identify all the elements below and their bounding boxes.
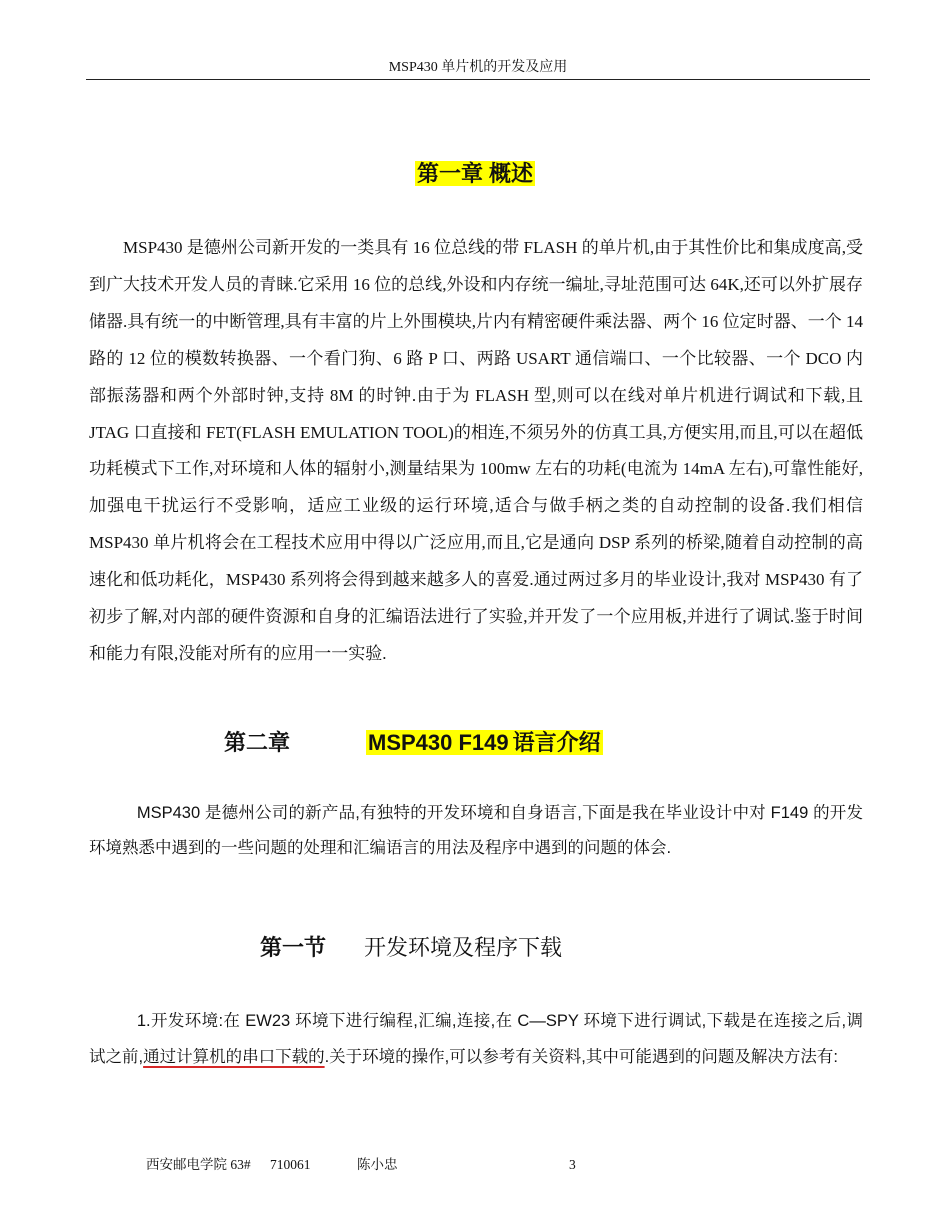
footer-school: 西安邮电学院 63# (146, 1157, 251, 1172)
chapter-1-paragraph: MSP430 是德州公司新开发的一类具有 16 位总线的带 FLASH 的单片机,由于其性价比和集成度高,受到广大技术开发人员的青睐.它采用 16 位的总线,外设和内存统一编址,寻址范围可达 64K,还可以外扩展存储器.具有统一的中断管理,具有丰富的片上外围模块,片内有精密硬件乘法器、两个 16 位定时器、一个 14 路的 12 位的模数转换器、一个看门狗、6 路 P 口、两路 USART 通信端口、一个比较器、一个 DCO 内部振荡器和两个外部时钟,支持 8M 的时钟.由于为 FLASH 型,则可以在线对单片机进行调试和下载,且 JTAG 口直接和 FET(FLASH EMULATION TOOL)的相连,不须另外的仿真工具,方便实用,而且,可以在超低功耗模式下工作,对环境和人体的辐射小,测量结果为 100mw 左右的功耗(电流为 14mA 左右),可靠性能好,加强电干扰运行不受影响，适应工业级的运行环境,适合与做手柄之类的自动控制的设备.我们相信 MSP430 单片机将会在工程技术应用中得以广泛应用,而且,它是通向 DSP 系列的桥梁,随着自动控制的高速化和低功耗化，MSP430 系列将会得到越来越多人的喜爱.通过两过多月的毕业设计,我对 MSP430 有了初步了解,对内部的硬件资源和自身的汇编语法进行了实验,并开发了一个应用板,并进行了调试.鉴于时间和能力有限,没能对所有的应用一一实验. (89, 238, 863, 663)
underlined-phrase: 通过计算机的串口下载的 (143, 1047, 325, 1066)
section-1-body (89, 1004, 863, 1075)
chapter-2-title (366, 726, 603, 760)
section-1-paragraph (89, 1004, 863, 1075)
chapter-2-title-suffix: 语言介绍 (512, 730, 601, 755)
page-number: 3 (569, 1157, 576, 1172)
document-title: MSP430 单片机的开发及应用 (388, 60, 568, 75)
chapter-2-intro (89, 796, 863, 866)
section-1-text-start: 1.开发环境:在 EW23 环境下进行编程,汇编,连接,在 C—SPY 环境下进行调试,下载是在连接之后,调试之前, (89, 1012, 863, 1066)
chapter-1-body (89, 230, 863, 673)
chapter-2-heading (0, 726, 950, 760)
section-1-label: 第一节 (260, 935, 327, 960)
chapter-1-title: 第一章 概述 (416, 161, 534, 186)
section-1-heading (0, 930, 950, 966)
page-footer (0, 1155, 950, 1175)
chapter-2-intro-paragraph: MSP430 是德州公司的新产品,有独特的开发环境和自身语言,下面是我在毕业设计中对 F149 的开发环境熟悉中遇到的一些问题的处理和汇编语言的用法及程序中遇到的问题的体会. (89, 804, 863, 857)
footer-author: 陈小忠 (357, 1157, 398, 1172)
chapter-2-label: 第二章 (224, 730, 291, 755)
chapter-2-title-highlight: MSP430 F149 (368, 730, 509, 755)
chapter-1-heading (0, 158, 950, 190)
header-divider (86, 79, 870, 80)
running-header (86, 58, 870, 78)
section-1-text-end: .关于环境的操作,可以参考有关资料,其中可能遇到的问题及解决方法有: (324, 1047, 838, 1066)
section-1-title: 开发环境及程序下载 (364, 935, 563, 960)
footer-zip: 710061 (270, 1157, 311, 1172)
